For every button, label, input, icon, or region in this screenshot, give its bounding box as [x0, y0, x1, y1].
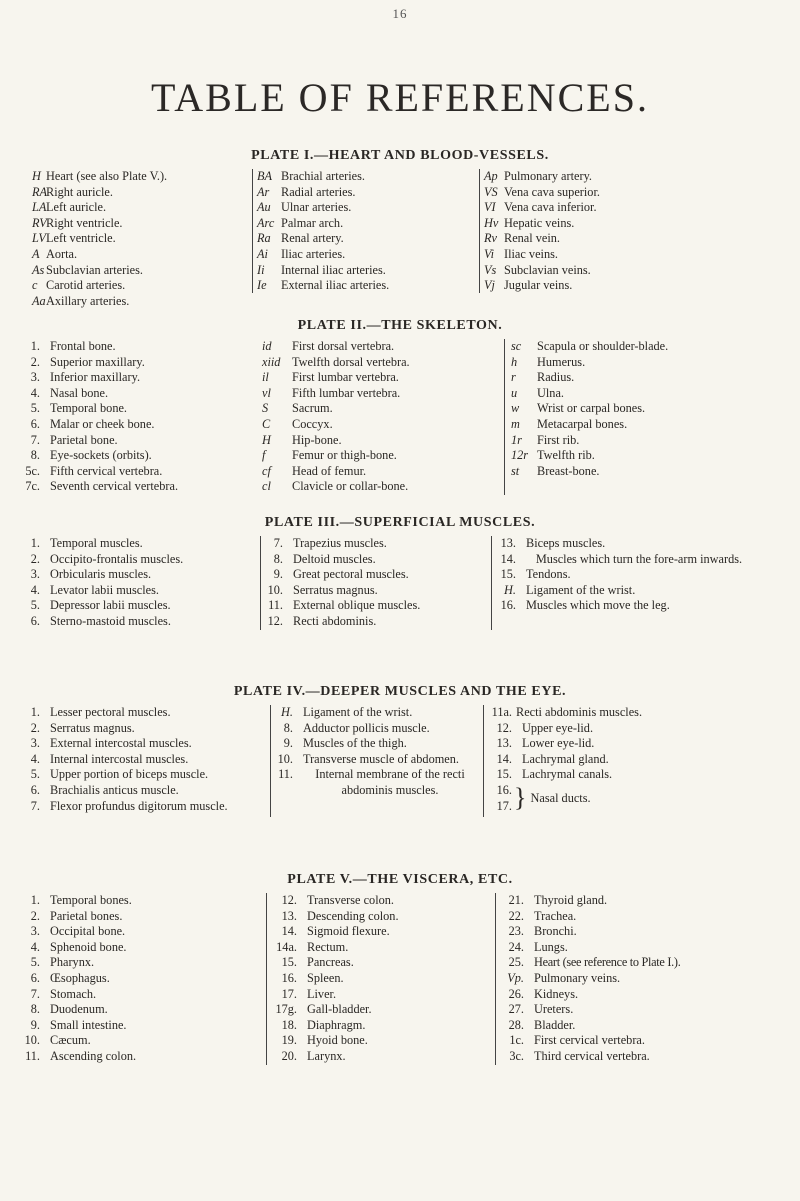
ref-entry: 1c. First cervical vertebra. [509, 1033, 645, 1048]
ref-entry: r Radius. [511, 370, 575, 385]
ref-entry: Vp. Pulmonary veins. [507, 970, 621, 985]
ref-entry: 17. Liver. [281, 986, 337, 1001]
plate-4-col-1 [22, 705, 270, 817]
brace-glyph: } [514, 782, 527, 812]
ref-entry: A Aorta. [32, 246, 78, 261]
ref-entry: 14. Muscles which turn the fore-arm inwards. [500, 551, 743, 566]
ref-entry: Ii Internal iliac arteries. [257, 262, 386, 277]
page-title: TABLE OF REFERENCES. [151, 75, 649, 120]
ref-entry: 9. Small intestine. [30, 1017, 127, 1032]
ref-entry: 16. Muscles which move the leg. [500, 598, 670, 613]
ref-entry: 3. External intercostal muscles. [30, 736, 192, 751]
ref-entry: 12r Twelfth rib. [511, 448, 595, 463]
ref-entry: 5. Upper portion of biceps muscle. [30, 767, 209, 782]
plate-5-col-1 [22, 893, 266, 1065]
ref-entry: 25. Heart (see reference to Plate I.). [508, 955, 681, 970]
ref-entry: VI Vena cava inferior. [484, 200, 597, 215]
ref-entry: 7. Trapezius muscles. [273, 536, 387, 550]
ref-entry: h Humerus. [511, 354, 586, 369]
ref-entry: 1. Lesser pectoral muscles. [30, 705, 171, 719]
ref-entry: Vj Jugular veins. [484, 278, 573, 293]
ref-entry: Vi Iliac veins. [484, 246, 558, 261]
plate-3-heading: PLATE III.—SUPERFICIAL MUSCLES. [264, 515, 536, 530]
ref-entry: C Coccyx. [262, 416, 333, 431]
ref-entry: RV Right ventricle. [32, 215, 123, 230]
ref-entry: 14a. Rectum. [276, 939, 349, 954]
plate-4-heading: PLATE IV.—DEEPER MUSCLES AND THE EYE. [233, 684, 567, 699]
ref-entry: Aa Axillary arteries. [32, 293, 130, 308]
ref-entry: LV Left ventricle. [32, 231, 116, 246]
ref-entry: 19. Hyoid bone. [281, 1033, 368, 1048]
ref-entry: xiid Twelfth dorsal vertebra. [262, 354, 410, 369]
ref-entry: 3. Orbicularis muscles. [30, 567, 152, 582]
ref-entry: 26. Kidneys. [508, 986, 579, 1001]
ref-entry: Ra Renal artery. [257, 231, 344, 246]
ref-entry: 2. Parietal bones. [30, 908, 123, 923]
ref-entry: RA Right auricle. [32, 184, 113, 199]
ref-entry: 10. Serratus magnus. [267, 582, 378, 597]
ref-entry: 6. Malar or cheek bone. [30, 416, 155, 431]
plate-2-heading: PLATE II.—THE SKELETON. [297, 318, 503, 333]
ref-entry: Vs Subclavian veins. [484, 262, 591, 277]
ref-entry: 21. Thyroid gland. [508, 893, 608, 907]
plate-1-table [32, 169, 734, 309]
ref-entry: Ar Radial arteries. [257, 184, 356, 199]
ref-entry: 9. Muscles of the thigh. [283, 736, 407, 751]
ref-entry: 8. Deltoid muscles. [273, 551, 376, 566]
ref-entry: 1. Frontal bone. [30, 339, 116, 353]
plate-1-col-2 [252, 169, 479, 293]
ref-entry: Au Ulnar arteries. [257, 200, 352, 215]
ref-entry: 12. Transverse colon. [281, 893, 394, 907]
plate-2-col-3 [504, 339, 767, 495]
ref-entry: LA Left auricle. [32, 200, 107, 215]
ref-entry: 5. Pharynx. [30, 955, 95, 970]
ref-entry: 10. Cæcum. [24, 1033, 91, 1048]
ref-entry: 5. Depressor labii muscles. [30, 598, 171, 613]
ref-entry: 15. Pancreas. [281, 955, 354, 970]
plate-1-col-3 [479, 169, 734, 293]
ref-entry: Ie External iliac arteries. [257, 278, 390, 293]
ref-entry: 8. Duodenum. [30, 1002, 108, 1017]
ref-entry: H Heart (see also Plate V.). [32, 169, 168, 183]
ref-entry: 5c. Fifth cervical vertebra. [25, 463, 163, 478]
ref-entry: 6. Œsophagus. [30, 970, 110, 985]
plate-2-col-1 [22, 339, 250, 495]
plate-4-table [22, 705, 758, 817]
plate-3-table [22, 536, 758, 630]
ref-entry: cl Clavicle or collar-bone. [262, 479, 409, 494]
plate-1-heading: PLATE I.—HEART AND BLOOD-VESSELS. [251, 148, 549, 163]
ref-entry: 10. Transverse muscle of abdomen. [277, 751, 459, 766]
ref-entry: f Femur or thigh-bone. [262, 448, 397, 463]
ref-entry: 28. Bladder. [508, 1017, 576, 1032]
plate-3-col-1 [22, 536, 260, 630]
plate-4-col-2 [270, 705, 483, 817]
ref-entry: As Subclavian arteries. [32, 262, 143, 277]
ref-entry: 7. Stomach. [30, 986, 97, 1001]
plate-4-col-3 [483, 705, 758, 817]
ref-entry: 7c. Seventh cervical vertebra. [25, 479, 179, 494]
ref-entry: 14. Sigmoid flexure. [281, 924, 390, 939]
ref-entry: S Sacrum. [262, 401, 333, 416]
plate-2-col-2 [250, 339, 504, 495]
ref-entry: BA Brachial arteries. [257, 169, 365, 183]
ref-entry: 2. Occipito-frontalis muscles. [30, 551, 184, 566]
ref-entry: 8. Adductor pollicis muscle. [283, 720, 430, 735]
ref-entry: H. Ligament of the wrist. [504, 582, 636, 597]
ref-entry: 22. Trachea. [508, 908, 577, 923]
ref-entry: 13. Biceps muscles. [500, 536, 606, 550]
ref-entry: 16. Spleen. [281, 970, 344, 985]
ref-entry: 9. Great pectoral muscles. [273, 567, 409, 582]
ref-entry: 23. Bronchi. [508, 924, 577, 939]
ref-entry: Ap Pulmonary artery. [484, 169, 592, 183]
ref-entry: 1. Temporal muscles. [30, 536, 143, 550]
ref-entry-brace: 16. 17. } Nasal ducts. [496, 782, 591, 813]
ref-entry: 6. Brachialis anticus muscle. [30, 782, 179, 797]
ref-entry: 24. Lungs. [508, 939, 568, 954]
ref-entry: 11. Ascending colon. [25, 1048, 137, 1063]
ref-entry: H. Ligament of the wrist. [281, 705, 413, 719]
ref-entry: 6. Sterno-mastoid muscles. [30, 613, 171, 628]
ref-entry: 13. Descending colon. [281, 908, 399, 923]
ref-entry: m Metacarpal bones. [511, 416, 628, 431]
ref-entry: 7. Parietal bone. [30, 432, 118, 447]
plate-2-table [22, 339, 767, 495]
ref-entry: 11. Internal membrane of the recti abdominis muscles. [278, 767, 465, 797]
ref-entry: w Wrist or carpal bones. [511, 401, 646, 416]
plate-3-col-3 [491, 536, 758, 630]
ref-entry: Rv Renal vein. [484, 231, 561, 246]
ref-entry: 1. Temporal bones. [30, 893, 132, 907]
ref-entry: 11. External oblique muscles. [268, 598, 421, 613]
ref-entry: Hv Hepatic veins. [484, 215, 575, 230]
ref-entry: c Carotid arteries. [32, 278, 126, 293]
plate-5-table [22, 893, 768, 1065]
ref-entry: 3. Occipital bone. [30, 924, 126, 939]
ref-entry: sc Scapula or shoulder-blade. [511, 339, 669, 353]
ref-entry: 15. Tendons. [500, 567, 571, 582]
ref-entry: 27. Ureters. [508, 1002, 574, 1017]
ref-entry: vl Fifth lumbar vertebra. [262, 385, 401, 400]
ref-entry: st Breast-bone. [511, 463, 600, 478]
ref-entry: H Hip-bone. [262, 432, 342, 447]
ref-entry: Ai Iliac arteries. [257, 246, 346, 261]
ref-entry: 12. Upper eye-lid. [496, 720, 594, 735]
ref-entry: 2. Serratus magnus. [30, 720, 135, 735]
ref-entry: 4. Internal intercostal muscles. [30, 751, 189, 766]
ref-entry: 13. Lower eye-lid. [496, 736, 595, 751]
ref-entry: 14. Lachrymal gland. [496, 751, 609, 766]
ref-entry: 20. Larynx. [281, 1048, 346, 1063]
plate-1-col-1 [32, 169, 252, 309]
plate-3-col-2 [260, 536, 491, 630]
ref-entry: 4. Sphenoid bone. [30, 939, 127, 954]
ref-entry: 18. Diaphragm. [281, 1017, 366, 1032]
ref-entry: 4. Nasal bone. [30, 385, 109, 400]
plate-5-col-2 [266, 893, 495, 1065]
ref-entry: Arc Palmar arch. [257, 215, 344, 230]
page-number: 16 [392, 6, 408, 21]
ref-entry: 7. Flexor profundus digitorum muscle. [30, 798, 228, 813]
ref-entry: 11a. Recti abdominis muscles. [491, 705, 643, 719]
ref-entry: 8. Eye-sockets (orbits). [30, 448, 152, 463]
ref-entry: cf Head of femur. [262, 463, 367, 478]
ref-entry: 4. Levator labii muscles. [30, 582, 159, 597]
ref-entry: 2. Superior maxillary. [30, 354, 145, 369]
ref-entry: 17g. Gall-bladder. [275, 1002, 372, 1017]
ref-entry: 3c. Third cervical vertebra. [509, 1048, 650, 1063]
ref-entry: il First lumbar vertebra. [262, 370, 399, 385]
ref-entry: 5. Temporal bone. [30, 401, 127, 416]
ref-entry: id First dorsal vertebra. [262, 339, 395, 353]
ref-entry: 1r First rib. [511, 432, 580, 447]
ref-entry: 3. Inferior maxillary. [30, 370, 141, 385]
plate-5-heading: PLATE V.—THE VISCERA, ETC. [287, 872, 513, 887]
ref-entry: u Ulna. [511, 385, 564, 400]
ref-entry: VS Vena cava superior. [484, 184, 600, 199]
ref-entry: 15. Lachrymal canals. [496, 767, 613, 782]
ref-entry: 12. Recti abdominis. [267, 613, 377, 628]
plate-5-col-3 [495, 893, 768, 1065]
